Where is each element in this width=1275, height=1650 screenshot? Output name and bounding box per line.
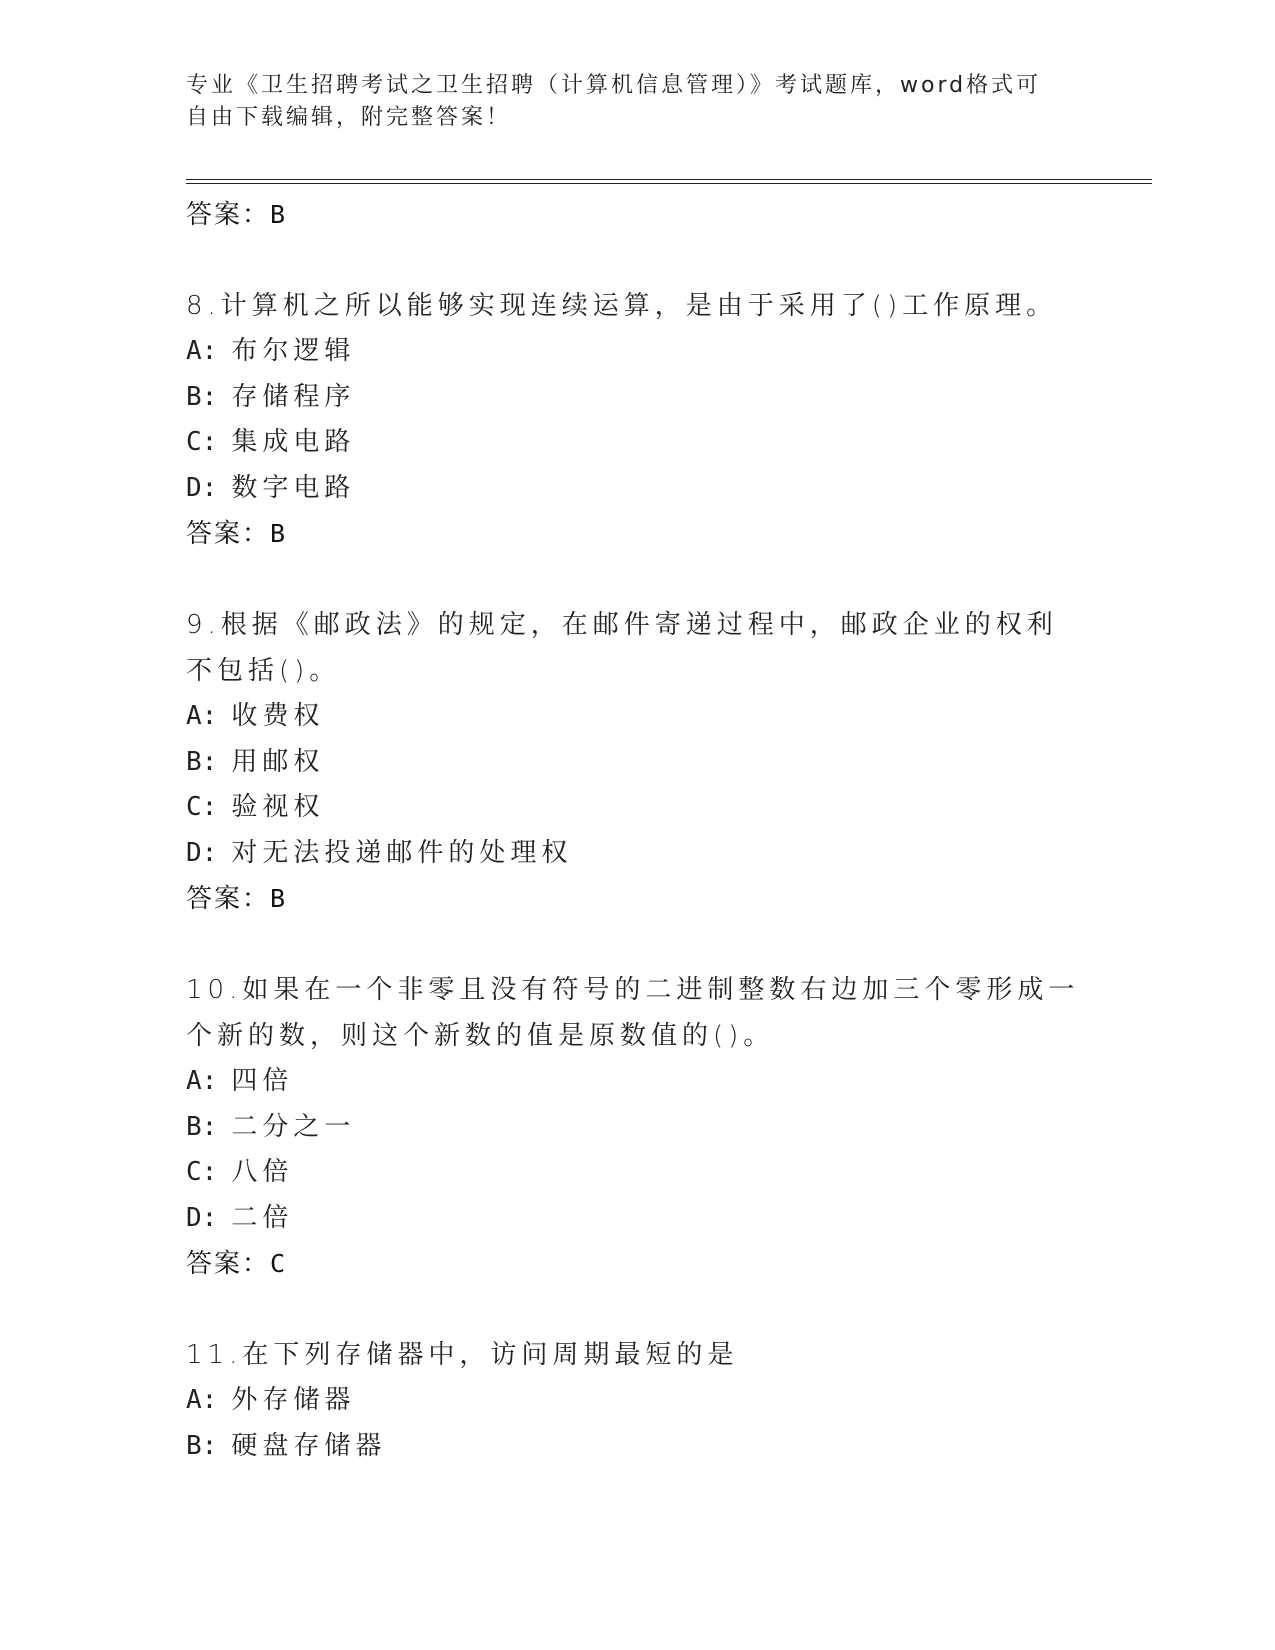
option-a [186,329,1086,375]
question-8 [186,283,1086,557]
option-key: C: [186,427,218,457]
option-c [186,1150,1086,1196]
option-key: D: [186,837,218,868]
option-d [186,831,1086,877]
question-9 [186,602,1086,922]
question-text: 11.在下列存储器中，访问周期最短的是 [186,1340,739,1370]
option-text: 二倍 [231,1202,294,1233]
option-key: A: [186,701,218,731]
answer-label: 答案： [186,200,271,230]
header-rule-bottom [186,183,1152,184]
question-answer [186,876,1086,922]
option-a [186,1378,1086,1424]
question-answer [186,1241,1086,1287]
option-c [186,785,1086,831]
option-d [186,466,1086,512]
option-text: 验视权 [231,792,325,822]
option-text: 对无法投递邮件的处理权 [231,837,573,868]
header-title: 专业《卫生招聘考试之卫生招聘（计算机信息管理）》考试题库，word格式可自由下载编辑，附完整答案！ [186,73,1042,130]
option-key: B: [186,1111,218,1142]
option-key: D: [186,472,218,503]
question-10 [186,967,1086,1287]
option-text: 八倍 [231,1157,294,1187]
option-b [186,1105,1086,1151]
option-text: 四倍 [231,1066,294,1096]
option-text: 外存储器 [231,1385,356,1415]
option-text: 布尔逻辑 [231,336,356,366]
answer-label: 答案： [186,884,271,914]
option-a [186,694,1086,740]
option-b [186,740,1086,786]
option-key: B: [186,381,218,412]
answer-label: 答案： [186,1249,271,1279]
option-key: C: [186,1157,218,1187]
question-answer [186,511,1086,557]
option-b [186,1424,1086,1470]
previous-answer [186,192,1086,238]
question-text: 9.根据《邮政法》的规定，在邮件寄递过程中，邮政企业的权利不包括()。 [186,610,1058,686]
option-key: B: [186,1430,218,1461]
answer-value: C [270,1249,288,1278]
option-key: A: [186,1385,218,1415]
option-text: 集成电路 [231,427,356,457]
option-key: A: [186,1066,218,1096]
option-key: D: [186,1202,218,1233]
option-c [186,420,1086,466]
option-d [186,1196,1086,1242]
option-key: A: [186,336,218,366]
option-text: 硬盘存储器 [231,1430,387,1461]
option-text: 收费权 [231,701,325,731]
answer-value: B [270,200,288,229]
option-text: 二分之一 [231,1111,356,1142]
question-11 [186,1332,1086,1469]
document-header [186,70,1066,134]
question-text: 10.如果在一个非零且没有符号的二进制整数右边加三个零形成一个新的数，则这个新数的值是原数值的()。 [186,975,1080,1051]
question-list [186,192,1086,1469]
option-key: C: [186,792,218,822]
answer-value: B [270,884,288,913]
answer-label: 答案： [186,519,271,549]
option-a [186,1059,1086,1105]
option-b [186,375,1086,421]
question-text: 8.计算机之所以能够实现连续运算，是由于采用了()工作原理。 [186,291,1058,321]
option-text: 用邮权 [231,746,325,777]
option-key: B: [186,746,218,777]
header-rule-top [186,179,1152,180]
option-text: 存储程序 [231,381,356,412]
option-text: 数字电路 [231,472,356,503]
answer-value: B [270,519,288,548]
